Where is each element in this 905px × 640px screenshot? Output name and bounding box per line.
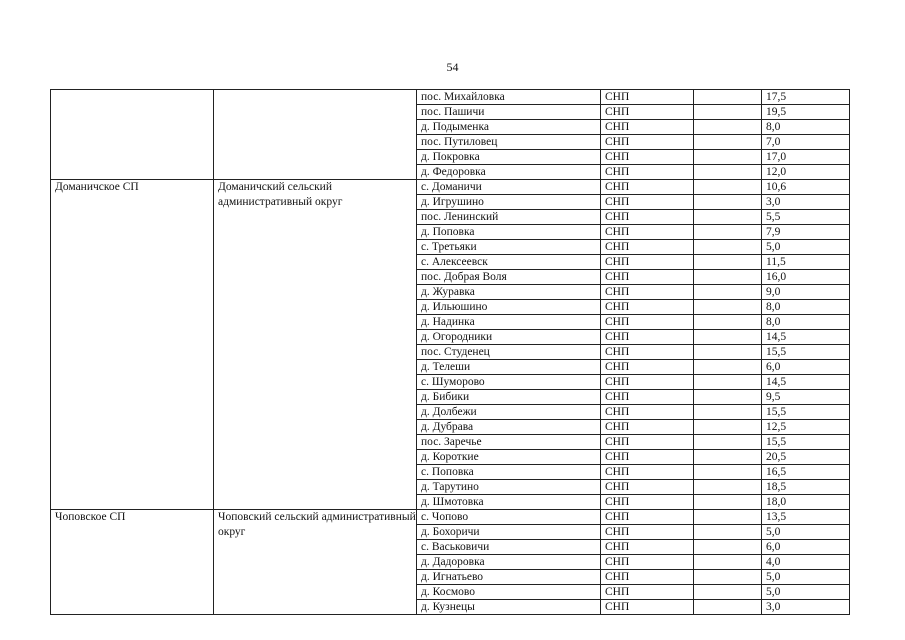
empty-cell bbox=[694, 150, 762, 165]
type-cell: СНП bbox=[601, 240, 694, 255]
page-number: 54 bbox=[446, 60, 459, 74]
value-cell: 16,5 bbox=[762, 465, 850, 480]
type-cell: СНП bbox=[601, 210, 694, 225]
type-cell: СНП bbox=[601, 585, 694, 600]
type-cell: СНП bbox=[601, 195, 694, 210]
settlement-cell: д. Дубрава bbox=[417, 420, 601, 435]
empty-cell bbox=[694, 360, 762, 375]
type-cell: СНП bbox=[601, 555, 694, 570]
value-cell: 3,0 bbox=[762, 195, 850, 210]
empty-cell bbox=[694, 540, 762, 555]
value-cell: 20,5 bbox=[762, 450, 850, 465]
type-cell: СНП bbox=[601, 450, 694, 465]
empty-cell bbox=[694, 525, 762, 540]
settlement-cell: д. Долбежи bbox=[417, 405, 601, 420]
settlement-cell: с. Доманичи bbox=[417, 180, 601, 195]
settlement-cell: с. Чопово bbox=[417, 510, 601, 525]
type-cell: СНП bbox=[601, 300, 694, 315]
empty-cell bbox=[694, 600, 762, 615]
value-cell: 16,0 bbox=[762, 270, 850, 285]
type-cell: СНП bbox=[601, 525, 694, 540]
district-cell: Чоповский сельский административный округ bbox=[214, 510, 417, 615]
municipality-cell: Чоповское СП bbox=[51, 510, 214, 615]
value-cell: 7,0 bbox=[762, 135, 850, 150]
district-cell bbox=[214, 90, 417, 180]
value-cell: 8,0 bbox=[762, 300, 850, 315]
empty-cell bbox=[694, 315, 762, 330]
settlement-cell: д. Кузнецы bbox=[417, 600, 601, 615]
empty-cell bbox=[694, 210, 762, 225]
type-cell: СНП bbox=[601, 540, 694, 555]
empty-cell bbox=[694, 180, 762, 195]
settlement-cell: д. Подыменка bbox=[417, 120, 601, 135]
settlement-cell: с. Поповка bbox=[417, 465, 601, 480]
empty-cell bbox=[694, 300, 762, 315]
value-cell: 7,9 bbox=[762, 225, 850, 240]
empty-cell bbox=[694, 555, 762, 570]
settlement-cell: с. Васьковичи bbox=[417, 540, 601, 555]
type-cell: СНП bbox=[601, 225, 694, 240]
value-cell: 6,0 bbox=[762, 360, 850, 375]
empty-cell bbox=[694, 285, 762, 300]
type-cell: СНП bbox=[601, 570, 694, 585]
empty-cell bbox=[694, 90, 762, 105]
empty-cell bbox=[694, 195, 762, 210]
value-cell: 5,0 bbox=[762, 525, 850, 540]
value-cell: 12,5 bbox=[762, 420, 850, 435]
settlement-cell: д. Космово bbox=[417, 585, 601, 600]
settlement-cell: с. Алексеевск bbox=[417, 255, 601, 270]
type-cell: СНП bbox=[601, 420, 694, 435]
empty-cell bbox=[694, 465, 762, 480]
type-cell: СНП bbox=[601, 330, 694, 345]
type-cell: СНП bbox=[601, 480, 694, 495]
value-cell: 17,5 bbox=[762, 90, 850, 105]
type-cell: СНП bbox=[601, 180, 694, 195]
settlement-cell: пос. Добрая Воля bbox=[417, 270, 601, 285]
settlement-cell: пос. Ленинский bbox=[417, 210, 601, 225]
value-cell: 19,5 bbox=[762, 105, 850, 120]
settlement-cell: пос. Заречье bbox=[417, 435, 601, 450]
value-cell: 11,5 bbox=[762, 255, 850, 270]
settlement-cell: с. Шуморово bbox=[417, 375, 601, 390]
settlement-cell: д. Федоровка bbox=[417, 165, 601, 180]
settlement-cell: д. Дадоровка bbox=[417, 555, 601, 570]
type-cell: СНП bbox=[601, 285, 694, 300]
district-cell: Доманичский сельский административный округ bbox=[214, 180, 417, 510]
type-cell: СНП bbox=[601, 90, 694, 105]
value-cell: 17,0 bbox=[762, 150, 850, 165]
value-cell: 18,5 bbox=[762, 480, 850, 495]
empty-cell bbox=[694, 225, 762, 240]
table-row bbox=[51, 510, 850, 525]
value-cell: 5,0 bbox=[762, 570, 850, 585]
value-cell: 9,0 bbox=[762, 285, 850, 300]
type-cell: СНП bbox=[601, 315, 694, 330]
type-cell: СНП bbox=[601, 390, 694, 405]
settlement-cell: д. Тарутино bbox=[417, 480, 601, 495]
settlement-cell: пос. Студенец bbox=[417, 345, 601, 360]
type-cell: СНП bbox=[601, 165, 694, 180]
empty-cell bbox=[694, 510, 762, 525]
settlement-cell: д. Игнатьево bbox=[417, 570, 601, 585]
value-cell: 5,0 bbox=[762, 585, 850, 600]
empty-cell bbox=[694, 105, 762, 120]
value-cell: 10,6 bbox=[762, 180, 850, 195]
empty-cell bbox=[694, 585, 762, 600]
type-cell: СНП bbox=[601, 150, 694, 165]
empty-cell bbox=[694, 420, 762, 435]
empty-cell bbox=[694, 435, 762, 450]
value-cell: 3,0 bbox=[762, 600, 850, 615]
settlement-cell: пос. Михайловка bbox=[417, 90, 601, 105]
type-cell: СНП bbox=[601, 510, 694, 525]
value-cell: 13,5 bbox=[762, 510, 850, 525]
settlements-table bbox=[50, 89, 850, 615]
empty-cell bbox=[694, 135, 762, 150]
value-cell: 15,5 bbox=[762, 405, 850, 420]
type-cell: СНП bbox=[601, 405, 694, 420]
settlement-cell: д. Покровка bbox=[417, 150, 601, 165]
empty-cell bbox=[694, 405, 762, 420]
type-cell: СНП bbox=[601, 360, 694, 375]
empty-cell bbox=[694, 480, 762, 495]
settlement-cell: с. Третьяки bbox=[417, 240, 601, 255]
settlement-cell: д. Игрушино bbox=[417, 195, 601, 210]
empty-cell bbox=[694, 240, 762, 255]
table-row bbox=[51, 90, 850, 105]
municipality-cell: Доманичское СП bbox=[51, 180, 214, 510]
settlement-cell: д. Шмотовка bbox=[417, 495, 601, 510]
value-cell: 15,5 bbox=[762, 435, 850, 450]
settlement-cell: д. Телеши bbox=[417, 360, 601, 375]
type-cell: СНП bbox=[601, 120, 694, 135]
value-cell: 14,5 bbox=[762, 375, 850, 390]
empty-cell bbox=[694, 255, 762, 270]
value-cell: 9,5 bbox=[762, 390, 850, 405]
value-cell: 14,5 bbox=[762, 330, 850, 345]
empty-cell bbox=[694, 390, 762, 405]
type-cell: СНП bbox=[601, 375, 694, 390]
settlement-cell: д. Бибики bbox=[417, 390, 601, 405]
value-cell: 5,5 bbox=[762, 210, 850, 225]
value-cell: 15,5 bbox=[762, 345, 850, 360]
type-cell: СНП bbox=[601, 255, 694, 270]
value-cell: 5,0 bbox=[762, 240, 850, 255]
type-cell: СНП bbox=[601, 495, 694, 510]
empty-cell bbox=[694, 165, 762, 180]
empty-cell bbox=[694, 345, 762, 360]
settlement-cell: д. Ильюшино bbox=[417, 300, 601, 315]
type-cell: СНП bbox=[601, 135, 694, 150]
type-cell: СНП bbox=[601, 105, 694, 120]
type-cell: СНП bbox=[601, 465, 694, 480]
empty-cell bbox=[694, 570, 762, 585]
type-cell: СНП bbox=[601, 270, 694, 285]
empty-cell bbox=[694, 270, 762, 285]
settlement-cell: д. Бохоричи bbox=[417, 525, 601, 540]
value-cell: 8,0 bbox=[762, 120, 850, 135]
empty-cell bbox=[694, 330, 762, 345]
empty-cell bbox=[694, 495, 762, 510]
settlement-cell: д. Поповка bbox=[417, 225, 601, 240]
settlement-cell: д. Огородники bbox=[417, 330, 601, 345]
settlement-cell: д. Надинка bbox=[417, 315, 601, 330]
settlement-cell: пос. Путиловец bbox=[417, 135, 601, 150]
type-cell: СНП bbox=[601, 345, 694, 360]
type-cell: СНП bbox=[601, 600, 694, 615]
empty-cell bbox=[694, 450, 762, 465]
settlement-cell: пос. Пашичи bbox=[417, 105, 601, 120]
value-cell: 8,0 bbox=[762, 315, 850, 330]
municipality-cell bbox=[51, 90, 214, 180]
table-row bbox=[51, 180, 850, 195]
settlement-cell: д. Журавка bbox=[417, 285, 601, 300]
value-cell: 18,0 bbox=[762, 495, 850, 510]
empty-cell bbox=[694, 375, 762, 390]
value-cell: 4,0 bbox=[762, 555, 850, 570]
value-cell: 12,0 bbox=[762, 165, 850, 180]
empty-cell bbox=[694, 120, 762, 135]
type-cell: СНП bbox=[601, 435, 694, 450]
value-cell: 6,0 bbox=[762, 540, 850, 555]
settlement-cell: д. Короткие bbox=[417, 450, 601, 465]
